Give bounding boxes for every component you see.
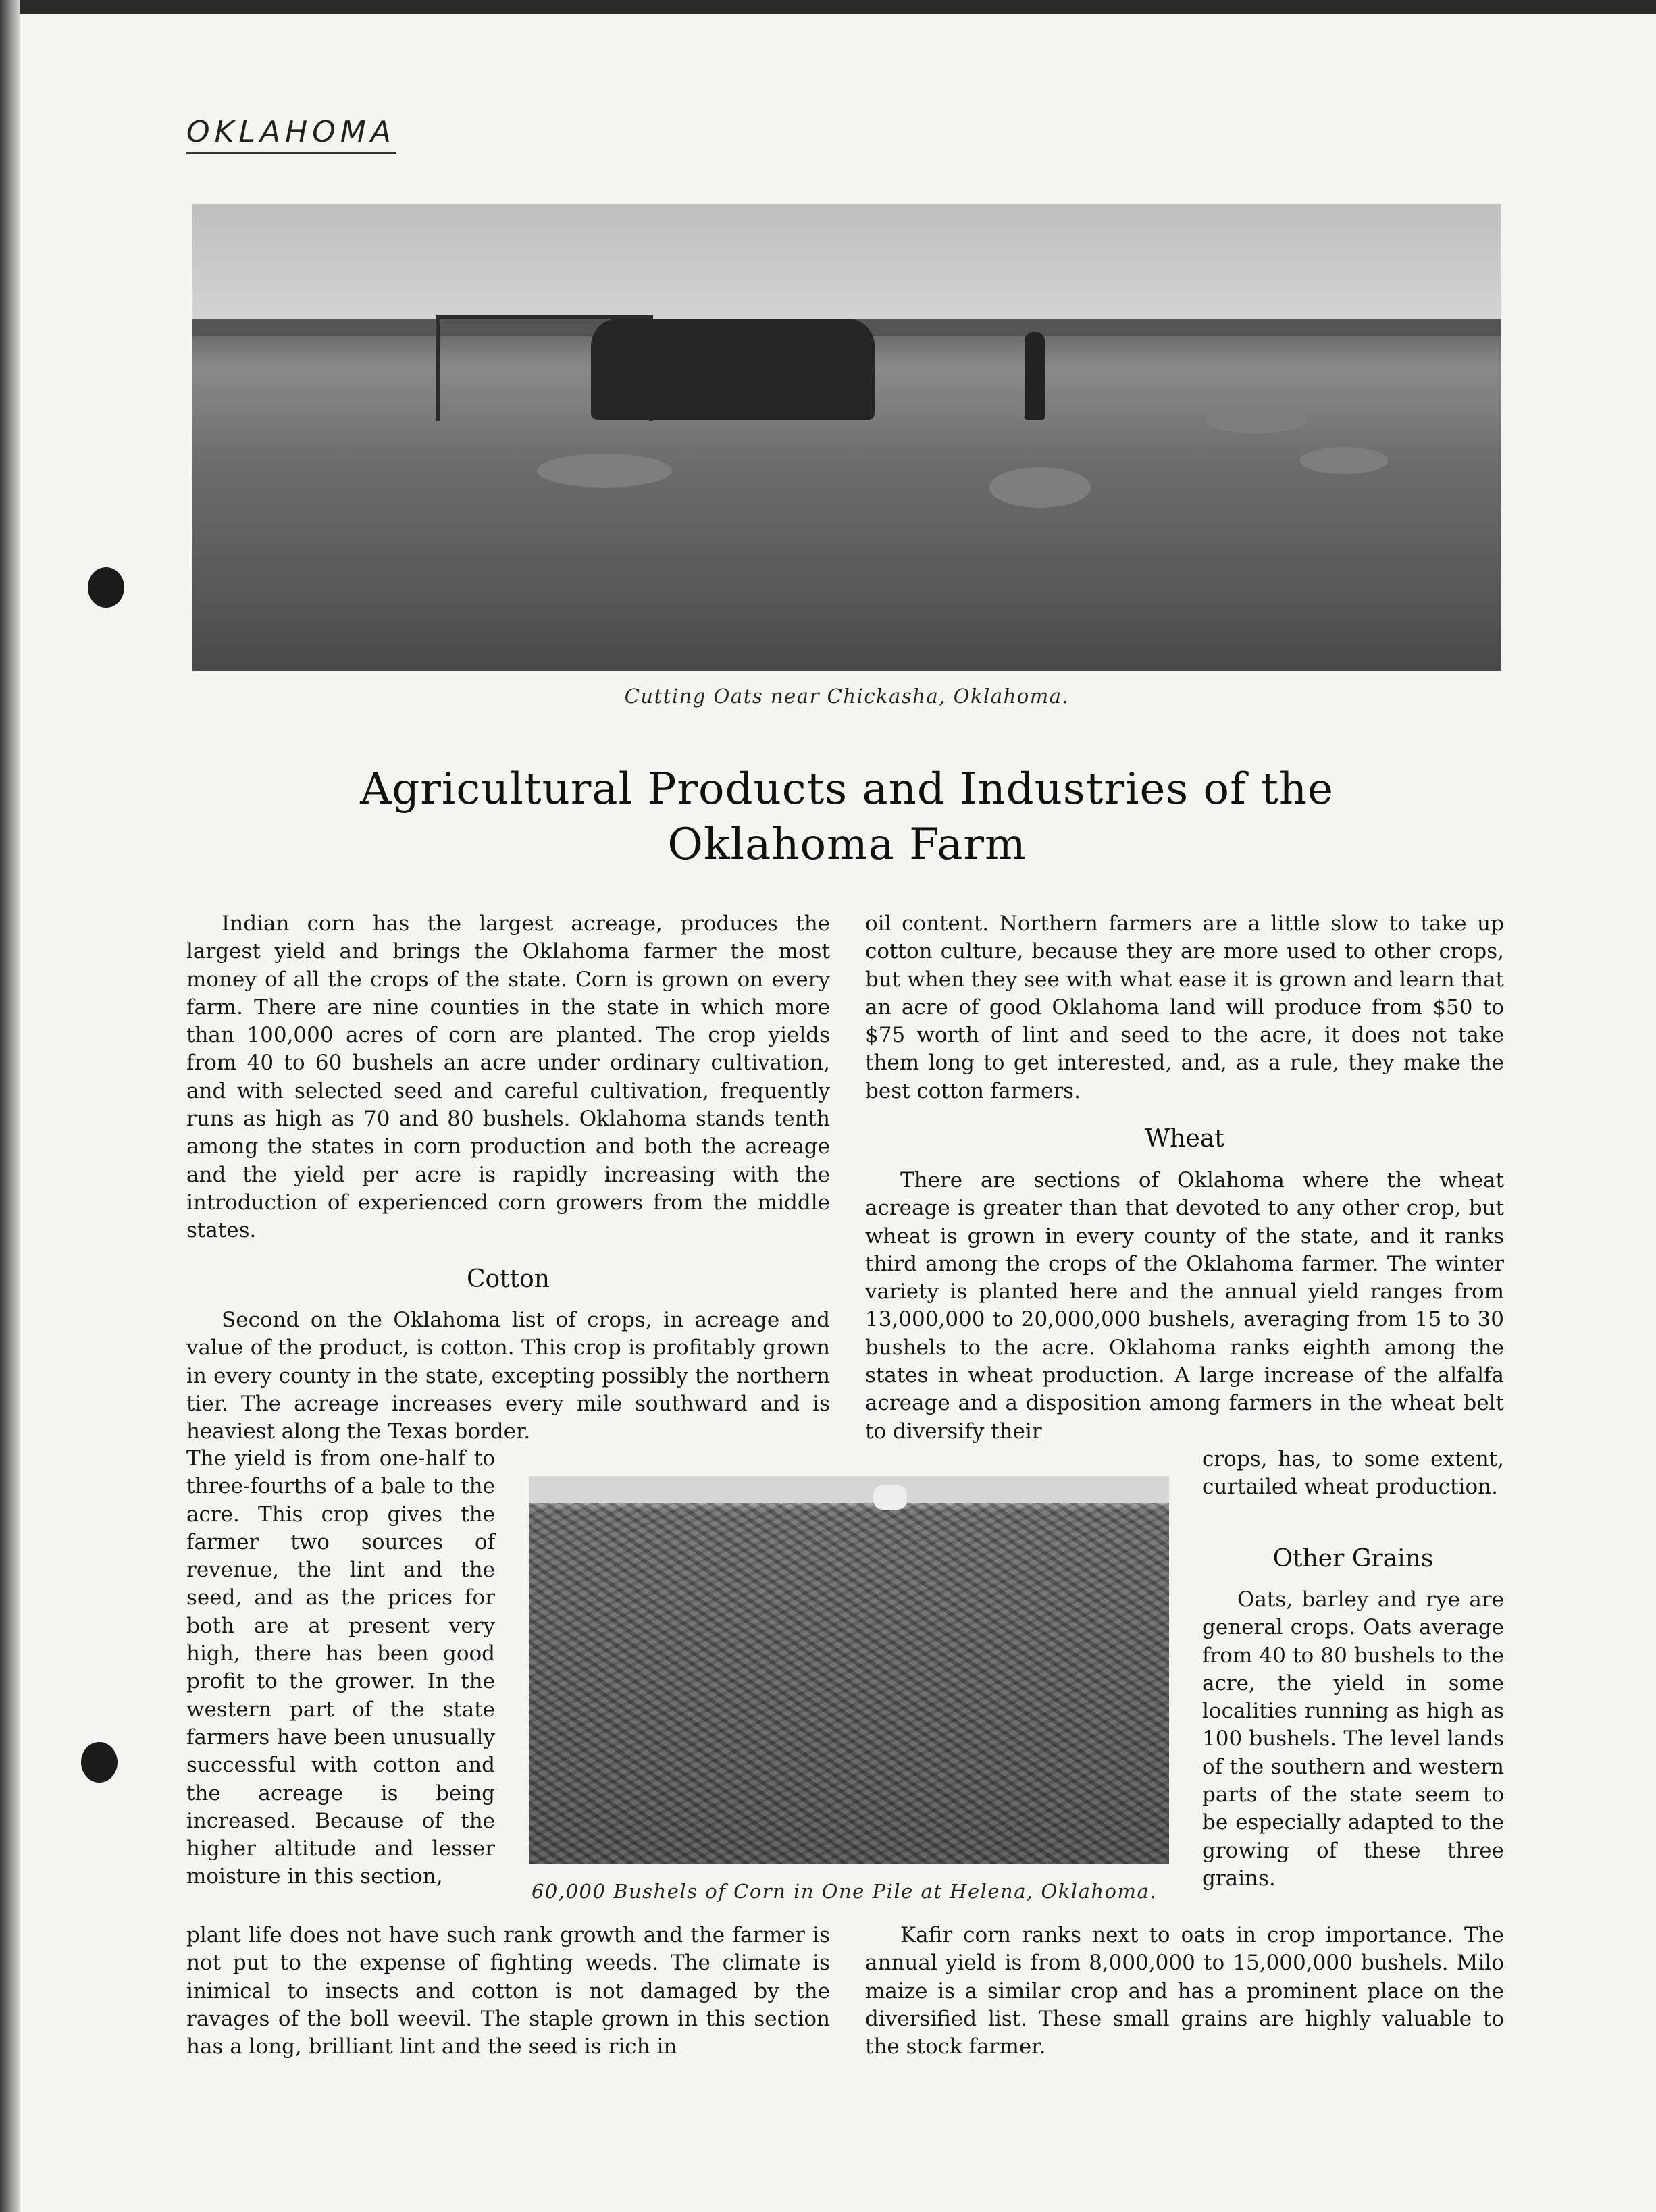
- other-grains-paragraph: [1202, 1586, 1504, 1893]
- paragraph: Oats, barley and rye are general crops. Oats average from 40 to 80 bushels to the acre, the yield in some localities running as high as 100 bushels. The level lands of the southern and western parts of the state seem to be especially adapted to the growing of these three grains.: [1202, 1587, 1504, 1891]
- photo-oat-shock: [989, 467, 1091, 508]
- paragraph: Kafir corn ranks next to oats in crop importance. The annual yield is from 8,000,000 to 15,000,000 bushels. Milo maize is a similar crop and has a prominent place on the diversified list. These small grains are highly valuable to the stock farmer.: [865, 1923, 1504, 2059]
- photo-caption: 60,000 Bushels of Corn in One Pile at Helena, Oklahoma.: [531, 1880, 1158, 1903]
- paragraph: crops, has, to some extent, curtailed wheat production.: [1202, 1447, 1504, 1500]
- photo-horse-team: [591, 319, 875, 420]
- paragraph: Indian corn has the largest acreage, produces the largest yield and brings the Oklahoma farmer the most money of all the crops of the state. Corn is grown on every farm. There are nine counties in the state in which more than 100,000 acres of corn are planted. The crop yields from 40 to 60 bushels an acre under ordinary cultivation, and with selected seed and careful cultivation, frequently runs as high as 70 and 80 bushels. Oklahoma stands tenth among the states in corn production and both the acreage and the yield per acre is rapidly increasing with the introduction of experienced corn growers from the middle states.: [186, 912, 830, 1243]
- section-heading-other-grains: Other Grains: [1272, 1545, 1434, 1573]
- scan-edge-top: [0, 0, 1656, 15]
- photo-dog: [873, 1485, 907, 1510]
- title-line: Oklahoma Farm: [667, 820, 1027, 870]
- photo-oat-shock: [1206, 406, 1307, 433]
- photo-oat-shock: [537, 454, 672, 488]
- section-heading-cotton: Cotton: [466, 1265, 550, 1293]
- binder-hole: [81, 1742, 118, 1783]
- cotton-paragraph: [186, 1307, 830, 1446]
- photo-caption: Cutting Oats near Chickasha, Oklahoma.: [624, 685, 1070, 708]
- corn-pile-photo: [529, 1476, 1169, 1864]
- photo-sky: [529, 1476, 1169, 1503]
- cotton-paragraph-continued: [186, 1922, 830, 2061]
- section-heading-wheat: Wheat: [1145, 1125, 1224, 1153]
- binder-hole: [88, 567, 124, 608]
- oat-cutting-photo: [192, 204, 1501, 671]
- paragraph: The yield is from one-half to three-fourths of a bale to the acre. This crop gives the farmer two sources of revenue, the lint and the seed, and as the prices for both are at present very high, there has been good profit to the grower. In the western part of the state farmers have been unusually successful with cotton and the acreage is being increased. Because of the higher altitude and lesser moisture in this section,: [186, 1446, 495, 1889]
- photo-oat-shock: [1300, 447, 1388, 474]
- paragraph: Second on the Oklahoma list of crops, in acreage and value of the product, is cotton. This crop is profitably grown in every county in the state, excepting possibly the northern tier. The acreage increases every mile southward and is heaviest along the Texas border.: [186, 1308, 830, 1444]
- intro-paragraph: [186, 910, 830, 1245]
- cotton-paragraph-narrow: [186, 1445, 495, 1891]
- photo-sky: [192, 204, 1501, 329]
- title-line: Agricultural Products and Industries of the: [360, 764, 1334, 814]
- paragraph: oil content. Northern farmers are a little slow to take up cotton culture, because they are more used to other crops, but when they see with what ease it is grown and learn that an acre of good Oklahoma land will produce from $50 to $75 worth of lint and seed to the acre, it does not take them long to get interested, and, as a rule, they make the best cotton farmers.: [865, 912, 1504, 1103]
- paragraph: There are sections of Oklahoma where the wheat acreage is greater than that devoted to any other crop, but wheat is grown in every county of the state, and it ranks third among the crops of the Oklahoma farmer. The winter variety is planted here and the annual yield ranges from 13,000,000 to 20,000,000 bushels, averaging from 15 to 30 bushels to the acre. Oklahoma ranks eighth among the states in wheat production. A large increase of the alfalfa acreage and a disposition among farmers in the wheat belt to diversify their: [865, 1168, 1504, 1444]
- scan-edge-left: [0, 0, 20, 2212]
- page-header: OKLAHOMA: [186, 115, 396, 154]
- wheat-paragraph-narrow: [1202, 1446, 1504, 1502]
- wheat-paragraph: [865, 1167, 1504, 1446]
- paragraph: plant life does not have such rank growth and the farmer is not put to the expense of fighting weeds. The climate is inimical to insects and cotton is not damaged by the ravages of the boll weevil. The staple grown in this section has a long, brilliant lint and the seed is rich in: [186, 1923, 830, 2059]
- article-title: [192, 762, 1501, 872]
- photo-farmer: [1025, 332, 1045, 420]
- kafir-paragraph: [865, 1922, 1504, 2061]
- right-column-continued: [865, 910, 1504, 1105]
